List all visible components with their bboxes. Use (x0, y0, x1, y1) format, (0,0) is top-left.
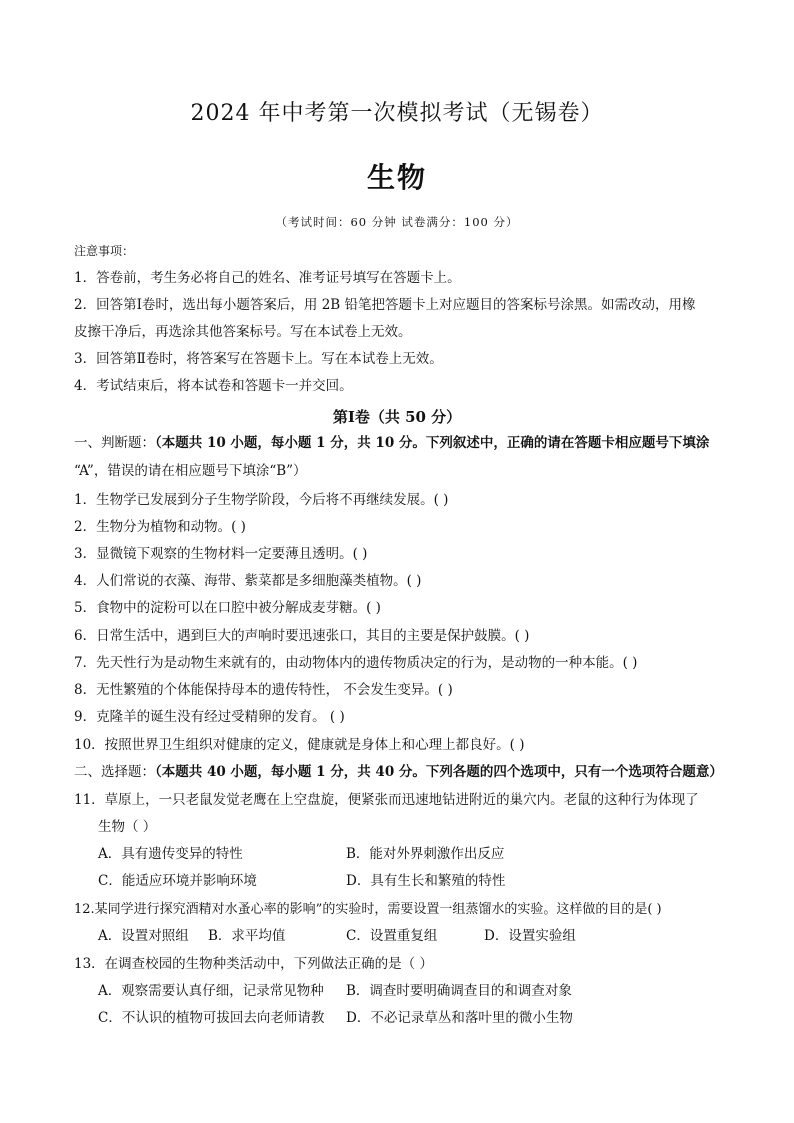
part2-heading: 二、选择题： (74, 764, 155, 780)
q11-option-a: A．具有遗传变异的特性 (98, 846, 243, 862)
part1-description-cont: “A”，错误的请在相应题号下填涂“B”） (74, 463, 307, 479)
q11-stem-cont: 生物（ ） (98, 819, 157, 835)
part1-instructions (74, 437, 709, 451)
section-title: 第Ⅰ卷（共 50 分） (332, 408, 462, 426)
notice-item: 3．回答第Ⅱ卷时，将答案写在答题卡上。写在本试卷上无效。 (74, 351, 443, 367)
notice-heading: 注意事项： (74, 244, 135, 258)
notice-item: 2．回答第Ⅰ卷时，选出每小题答案后，用 2B 铅笔把答题卡上对应题目的答案标号涂黑。如需改动，用橡 (74, 297, 696, 313)
part1-heading: 一、判断题： (74, 435, 155, 451)
exam-title: 2024 年中考第一次模拟考试（无锡卷） (190, 101, 604, 126)
judgment-question: 6．日常生活中，遇到巨大的声响时要迅速张口，其目的主要是保护鼓膜。( ) (74, 628, 530, 644)
judgment-question: 8．无性繁殖的个体能保持母本的遗传特性， 不会发生变异。( ) (74, 682, 453, 698)
part2-instructions (74, 766, 723, 780)
q12-option-b: B．求平均值 (208, 928, 286, 944)
judgment-question: 5．食物中的淀粉可以在口腔中被分解成麦芽糖。( ) (74, 600, 381, 616)
q13-option-b: B．调查时要明确调查目的和调查对象 (346, 983, 572, 999)
exam-time-info: （考试时间：60 分钟 试卷满分：100 分） (275, 215, 519, 229)
q12-stem: 12.某同学进行探究酒精对水蚤心率的影响”的实验时，需要设置一组蒸馏水的实验。这样做的目的是( ) (74, 902, 662, 917)
judgment-question: 3．显微镜下观察的生物材料一定要薄且透明。( ) (74, 546, 368, 562)
q13-stem: 13．在调查校园的生物种类活动中，下列做法正确的是（ ） (74, 956, 433, 972)
q11-stem: 11．草原上，一只老鼠发觉老鹰在上空盘旋，便紧张而迅速地钻进附近的巢穴内。老鼠的这种行为体现了 (74, 792, 699, 808)
judgment-question: 1．生物学已发展到分子生物学阶段，今后将不再继续发展。( ) (74, 492, 449, 508)
notice-item: 1．答卷前，考生务必将自己的姓名、准考证号填写在答题卡上。 (74, 270, 461, 286)
q11-option-c: C．能适应环境并影响环境 (98, 873, 257, 889)
q11-option-b: B．能对外界刺激作出反应 (346, 846, 505, 862)
q13-option-c: C．不认识的植物可拔回去向老师请教 (98, 1010, 325, 1026)
judgment-question: 4．人们常说的衣藻、海带、紫菜都是多细胞藻类植物。( ) (74, 573, 422, 589)
part2-description: （本题共 40 小题，每小题 1 分，共 40 分。下列各题的四个选项中，只有一个选项符合题意） (155, 764, 723, 780)
judgment-question: 7．先天性行为是动物生来就有的，由动物体内的遗传物质决定的行为，是动物的一种本能。( ) (74, 655, 638, 671)
judgment-question: 10．按照世界卫生组织对健康的定义，健康就是身体上和心理上都良好。( ) (74, 737, 525, 753)
judgment-question: 9．克隆羊的诞生没有经过受精卵的发育。 ( ) (74, 709, 345, 725)
notice-item: 皮擦干净后，再选涂其他答案标号。写在本试卷上无效。 (74, 324, 412, 340)
judgment-question: 2．生物分为植物和动物。( ) (74, 519, 246, 535)
part1-description: （本题共 10 小题，每小题 1 分，共 10 分。下列叙述中，正确的请在答题卡相应题号下填涂 (155, 435, 710, 451)
q12-option-d: D．设置实验组 (484, 928, 576, 944)
q11-option-d: D．具有生长和繁殖的特性 (346, 873, 506, 889)
subject-title: 生物 (366, 161, 427, 194)
q13-option-d: D．不必记录草丛和落叶里的微小生物 (346, 1010, 573, 1026)
notice-item: 4．考试结束后，将本试卷和答题卡一并交回。 (74, 378, 353, 394)
q12-option-c: C．设置重复组 (346, 928, 438, 944)
q13-option-a: A．观察需要认真仔细，记录常见物种 (98, 983, 324, 999)
q12-option-a: A．设置对照组 (98, 928, 189, 944)
